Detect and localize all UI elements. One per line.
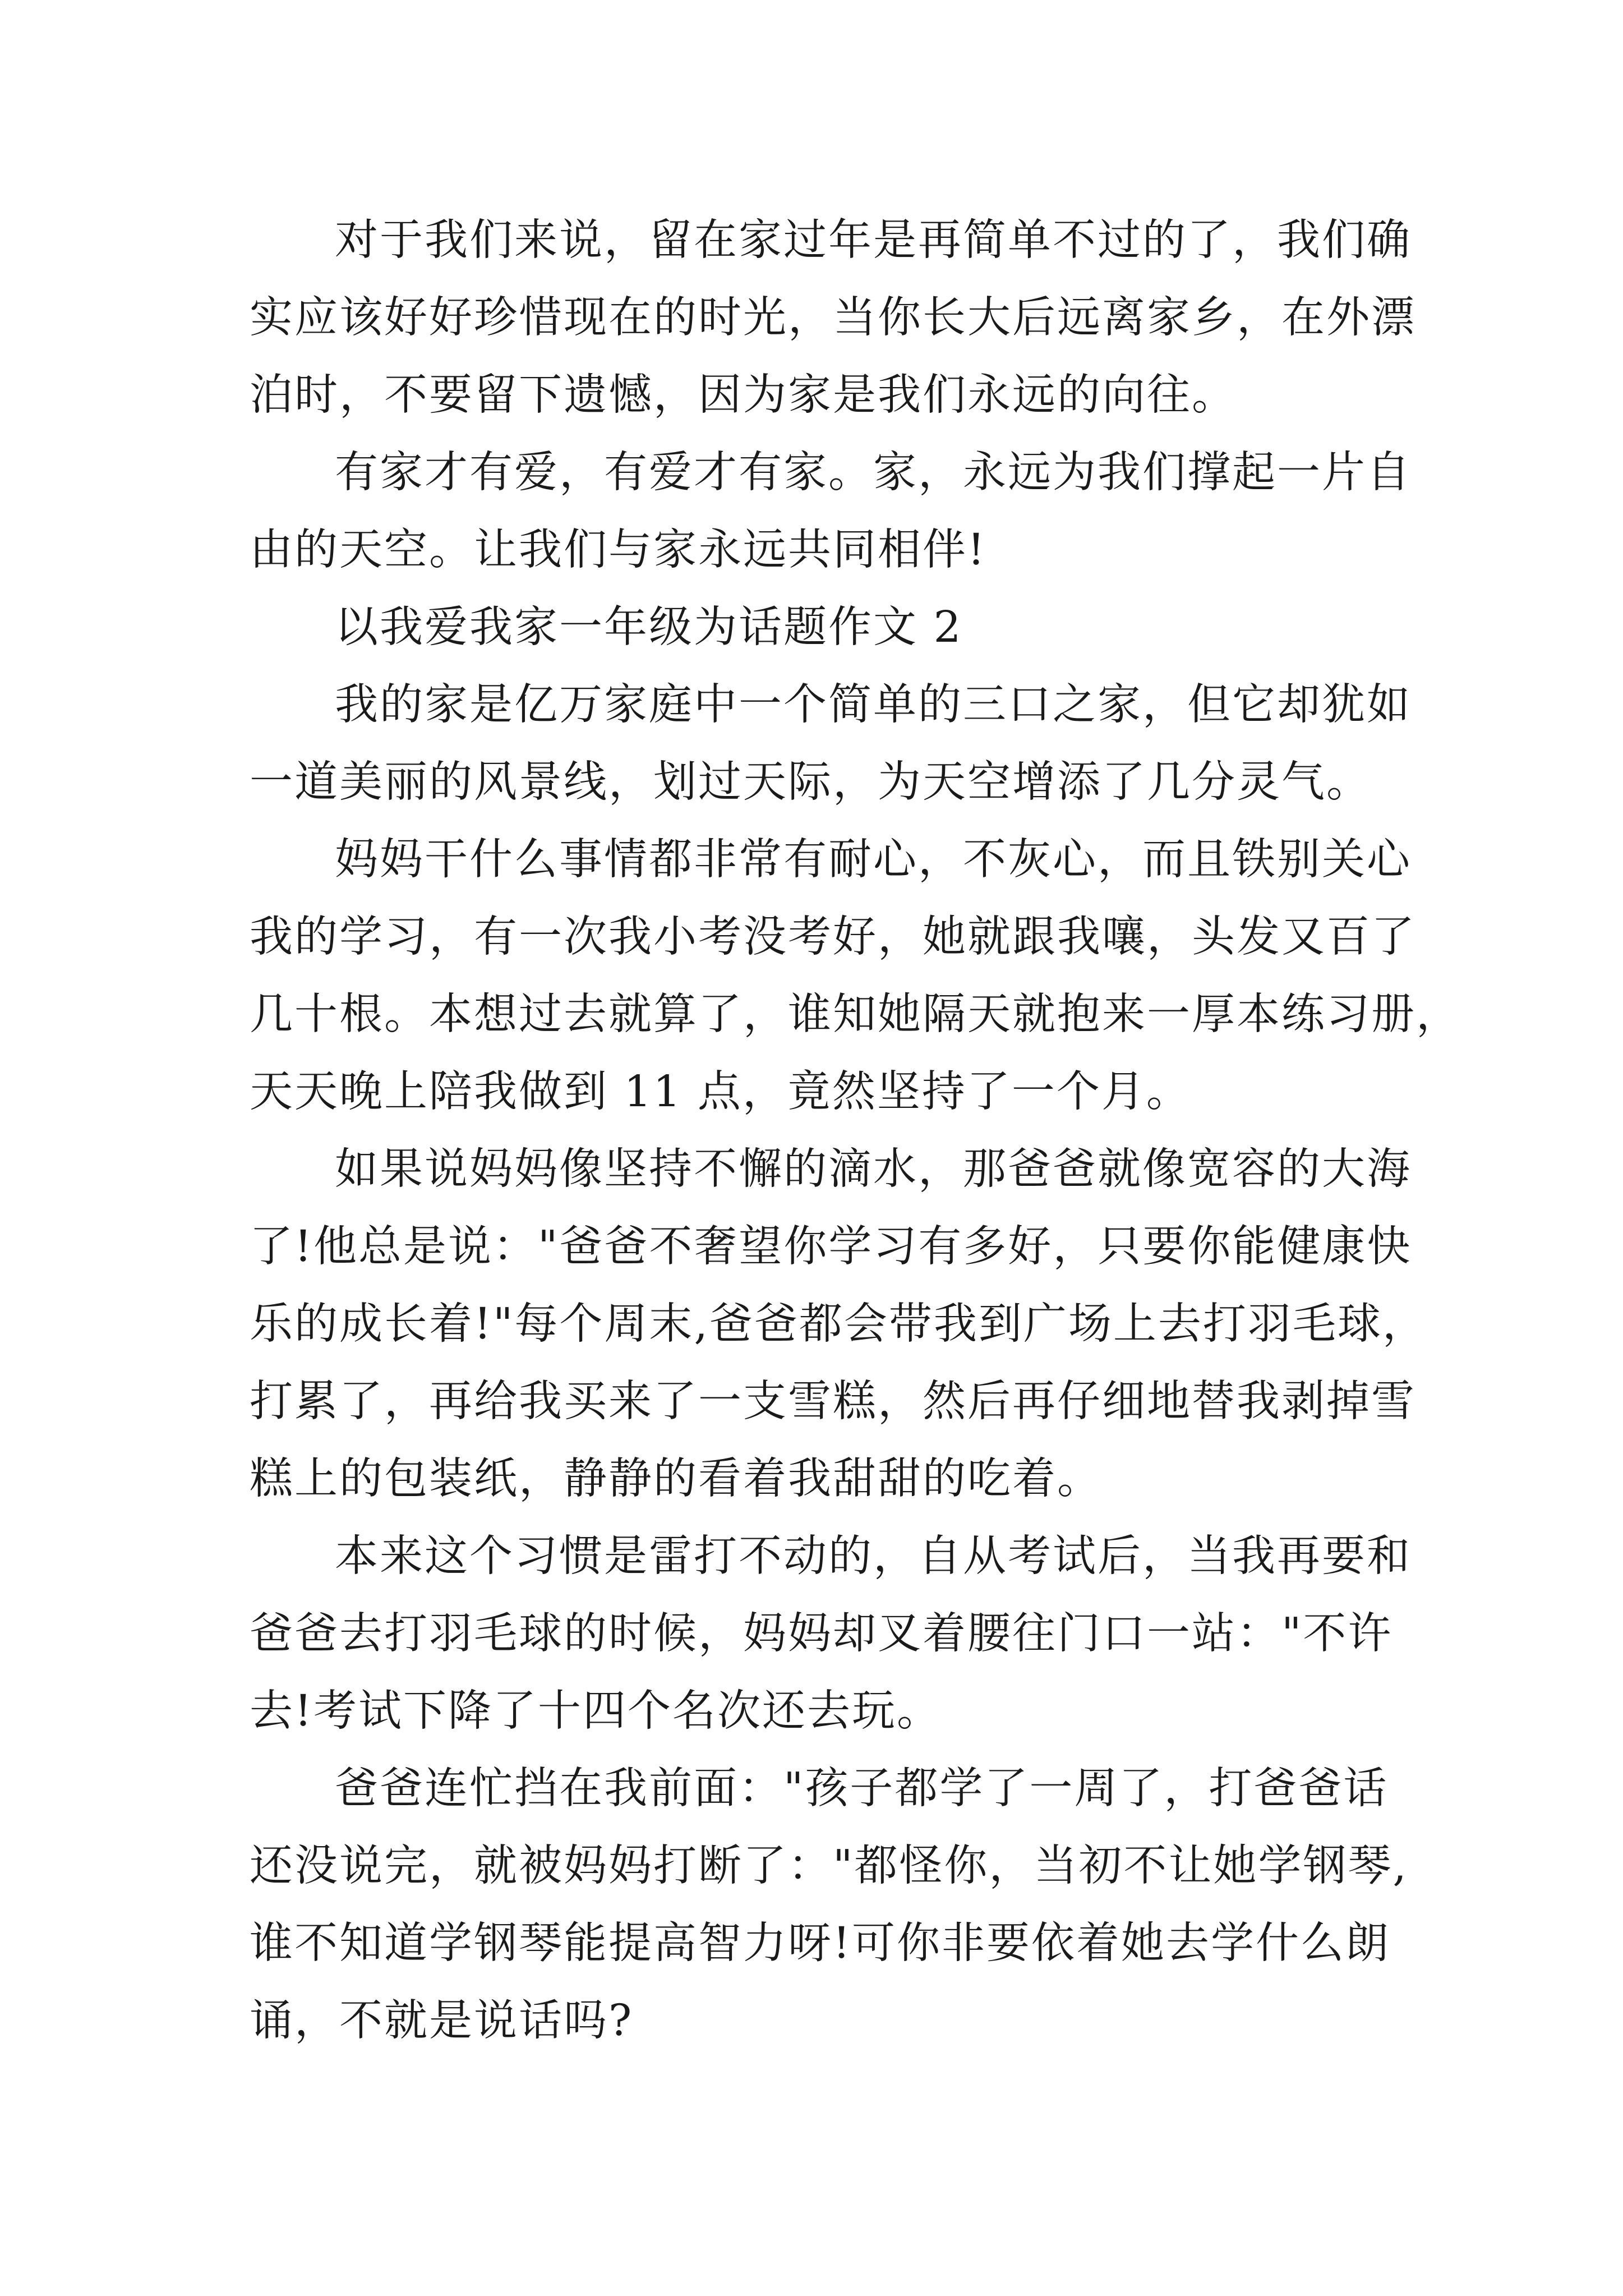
text-line: 以我爱我家一年级为话题作文 2 (335, 602, 963, 652)
text-line: 爸爸连忙挡在我前面："孩子都学了一周了，打爸爸话 (335, 1764, 1389, 1814)
text-line: 诵，不就是说话吗? (250, 1996, 634, 2046)
text-line: 去!考试下降了十四个名次还去玩。 (250, 1686, 942, 1736)
text-line: 乐的成长着!"每个周末,爸爸都会带我到广场上去打羽毛球， (250, 1299, 1427, 1349)
text-line: 我的学习，有一次我小考没考好，她就跟我嚷，头发又百了 (250, 912, 1416, 962)
text-line: 实应该好好珍惜现在的时光，当你长大后远离家乡，在外漂 (250, 293, 1416, 343)
text-line: 本来这个习惯是雷打不动的，自从考试后，当我再要和 (335, 1531, 1412, 1581)
text-line: 谁不知道学钢琴能提高智力呀!可你非要依着她去学什么朗 (250, 1918, 1390, 1968)
text-line: 天天晚上陪我做到 11 点，竟然坚持了一个月。 (250, 1067, 1191, 1117)
text-line: 我的家是亿万家庭中一个简单的三口之家，但它却犹如 (335, 680, 1412, 730)
text-line: 糕上的包装纸，静静的看着我甜甜的吃着。 (250, 1454, 1102, 1504)
text-line: 泊时，不要留下遗憾，因为家是我们永远的向往。 (250, 370, 1237, 420)
text-line: 几十根。本想过去就算了，谁知她隔天就抱来一厚本练习册， (250, 990, 1461, 1039)
text-line: 对于我们来说，留在家过年是再简单不过的了，我们确 (335, 215, 1412, 265)
document-body (250, 202, 1461, 2060)
text-line: 妈妈干什么事情都非常有耐心，不灰心，而且铁别关心 (335, 835, 1412, 885)
text-line: 由的天空。让我们与家永远共同相伴! (250, 525, 986, 575)
text-line: 一道美丽的风景线，划过天际，为天空增添了几分灵气。 (250, 757, 1371, 807)
text-line: 打累了，再给我买来了一支雪糕，然后再仔细地替我剥掉雪 (250, 1377, 1416, 1427)
text-line: 有家才有爱，有爱才有家。家，永远为我们撑起一片自 (335, 448, 1412, 498)
text-line: 爸爸去打羽毛球的时候，妈妈却叉着腰往门口一站："不许 (250, 1609, 1393, 1659)
text-line: 还没说完，就被妈妈打断了："都怪你，当初不让她学钢琴, (250, 1841, 1408, 1891)
text-line: 如果说妈妈像坚持不懈的滴水，那爸爸就像宽容的大海 (335, 1144, 1412, 1194)
text-line: 了!他总是说："爸爸不奢望你学习有多好，只要你能健康快 (250, 1222, 1412, 1272)
